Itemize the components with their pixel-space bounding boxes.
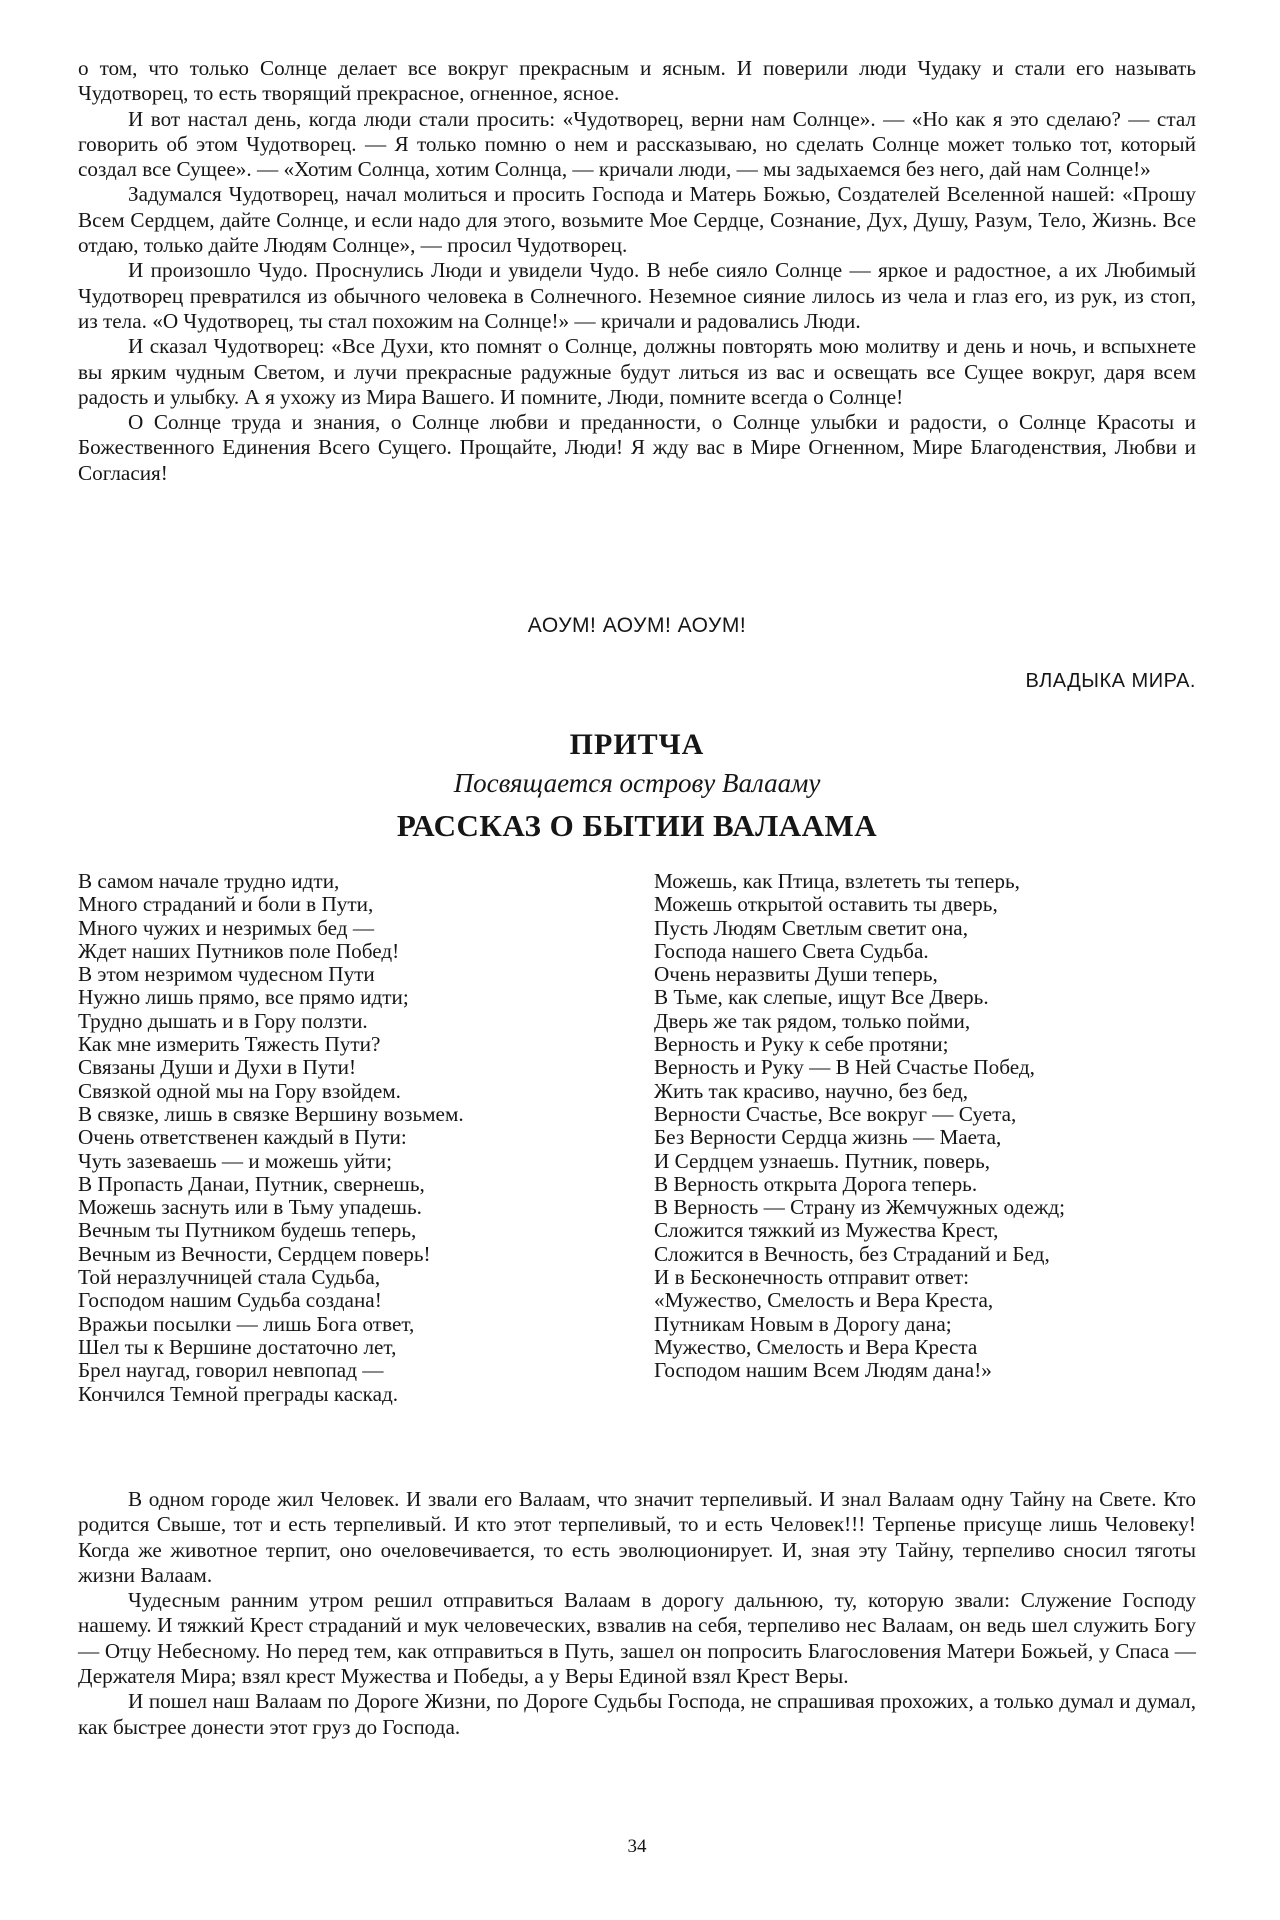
poem-line: Жить так красиво, научно, без бед, [654, 1078, 969, 1103]
paragraph: Чудесным ранним утром решил отправиться Валаам в дорогу дальнюю, ту, которую звали: Служение Господу нашему. И тяжкий Крест страданий и мук человеческих, взвалив на себя, терпеливо нес Валаам, он ведь шел служить Богу — Отцу Небесному. Но перед тем, как отправиться в Путь, зашел он попросить Благословения Матери Божьей, у Спаса — Держателя Мира; взял крест Мужества и Победы, а у Веры Единой взял Крест Веры. [78, 1588, 1196, 1689]
paragraph: о том, что только Солнце делает все вокруг прекрасным и ясным. И поверили люди Чудаку и стали его называть Чудотворец, то есть творящий прекрасное, огненное, ясное. [78, 56, 1196, 106]
poem-line: Пусть Людям Светлым светит она, [654, 915, 969, 940]
poem-line: Много страданий и боли в Пути, [78, 892, 374, 917]
poem-line: Без Верности Сердца жизнь — Маета, [654, 1125, 1002, 1150]
poem-line: И Сердцем узнаешь. Путник, поверь, [654, 1148, 991, 1173]
poem-line: Господа нашего Света Судьба. [654, 938, 929, 963]
aoum-invocation: АОУМ! АОУМ! АОУМ! [527, 614, 747, 637]
poem-line: Трудно дышать и в Гору ползти. [78, 1008, 368, 1033]
paragraph: И пошел наш Валаам по Дороге Жизни, по Дороге Судьбы Господа, не спрашивая прохожих, а только думал и думал, как быстрее донести этот груз до Господа. [78, 1689, 1196, 1739]
poem-line: Можешь, как Птица, взлететь ты теперь, [654, 869, 1020, 893]
paragraph: О Солнце труда и знания, о Солнце любви и преданности, о Солнце улыбки и радости, о Солнце Красоты и Божественного Единения Всего Сущего. Прощайте, Люди! Я жду вас в Мире Огненном, Мире Благоденствия, Любви и Согласия! [78, 410, 1196, 485]
poem-right-column [654, 870, 1065, 1383]
poem-line: Господом нашим Судьба создана! [78, 1288, 382, 1313]
poem-line: Той неразлучницей стала Судьба, [78, 1265, 381, 1290]
poem-line: Путникам Новым в Дорогу дана; [654, 1311, 952, 1336]
poem-line: Верности Счастье, Все вокруг — Суета, [654, 1101, 1017, 1126]
paragraph: Задумался Чудотворец, начал молиться и просить Господа и Матерь Божью, Создателей Вселенной нашей: «Прошу Всем Сердцем, дайте Солнце, и если надо для этого, возьмите Мое Сердце, Сознание, Дух, Душу, Разум, Тело, Жизнь. Все отдаю, только дайте Людям Солнце», — просил Чудотворец. [78, 182, 1196, 258]
poem-line: Дверь же так рядом, только пойми, [654, 1008, 971, 1033]
poem-line: В Верность открыта Дорога теперь. [654, 1171, 978, 1196]
poem-line: Связкой одной мы на Гору взойдем. [78, 1078, 401, 1103]
poem-line: Можешь открытой оставить ты дверь, [654, 892, 998, 917]
signature: ВЛАДЫКА МИРА. [1025, 670, 1196, 692]
poem-line: Как мне измерить Тяжесть Пути? [78, 1032, 381, 1057]
poem-line: Вечным из Вечности, Сердцем поверь! [78, 1241, 431, 1266]
poem-line: Много чужих и незримых бед — [78, 915, 375, 940]
poem-line: Нужно лишь прямо, все прямо идти; [78, 985, 409, 1010]
poem-line: «Мужество, Смелость и Вера Креста, [654, 1288, 994, 1313]
poem-line: Шел ты к Вершине достаточно лет, [78, 1334, 397, 1359]
paragraph: И сказал Чудотворец: «Все Духи, кто помнят о Солнце, должны повторять мою молитву и день и ночь, и вспыхнете вы ярким чудным Светом, и лучи прекрасные радужные будут литься из вас и освещать все Сущее вокруг, даря всем радость и улыбку. А я ухожу из Мира Вашего. И помните, Люди, помните всегда о Солнце! [78, 334, 1196, 409]
page-number: 34 [627, 1836, 647, 1857]
poem-line: В этом незримом чудесном Пути [78, 962, 375, 987]
poem-line: В связке, лишь в связке Вершину возьмем. [78, 1101, 464, 1126]
poem-line: Кончился Темной преграды каскад. [78, 1381, 399, 1406]
poem-line: Господом нашим Всем Людям дана!» [654, 1358, 992, 1383]
poem-line: В Тьме, как слепые, ищут Все Дверь. [654, 985, 989, 1010]
poem-line: Брел наугад, говорил невпопад — [78, 1358, 384, 1383]
bottom-prose [78, 1487, 1196, 1740]
poem-line: Верность и Руку — В Ней Счастье Побед, [654, 1055, 1035, 1080]
poem-line: Очень неразвиты Души теперь, [654, 962, 938, 987]
poem-line: В Верность — Страну из Жемчужных одежд; [654, 1195, 1065, 1220]
poem-line: Ждет наших Путников поле Побед! [78, 938, 400, 963]
poem-line: Мужество, Смелость и Вера Креста [654, 1334, 978, 1359]
paragraph: И вот настал день, когда люди стали просить: «Чудотворец, верни нам Солнце». — «Но как я это сделаю? — стал говорить об этом Чудотворец. — Я только помню о нем и рассказываю, но сделать Солнце может только тот, который создал все Сущее». — «Хотим Солнца, хотим Солнца, — кричали люди, — мы задыхаемся без него, дай нам Солнце!» [78, 106, 1196, 182]
story-title: РАССКАЗ О БЫТИИ ВАЛААМА [396, 808, 878, 843]
dedication: Посвящается острову Валааму [453, 768, 821, 798]
poem-left-column [78, 870, 464, 1406]
poem-line: Очень ответственен каждый в Пути: [78, 1125, 407, 1150]
poem-line: Сложится тяжкий из Мужества Крест, [654, 1218, 999, 1243]
poem-line: Чуть зазеваешь — и можешь уйти; [78, 1148, 392, 1173]
parable-title: ПРИТЧА [569, 728, 705, 761]
poem-line: И в Бесконечность отправит ответ: [654, 1265, 969, 1290]
paragraph: В одном городе жил Человек. И звали его Валаам, что значит терпеливый. И знал Валаам одну Тайну на Свете. Кто родится Свыше, тот и есть терпеливый. И кто этот терпеливый, то и есть Человек!!! Терпенье присуще лишь Человеку! Когда же животное терпит, оно очеловечивается, то есть эволюционирует. И, зная эту Тайну, терпеливо сносил тяготы жизни Валаам. [78, 1487, 1196, 1587]
top-prose [78, 56, 1196, 486]
poem-line: Сложится в Вечность, без Страданий и Бед, [654, 1241, 1050, 1266]
poem-line: Верность и Руку к себе протяни; [654, 1032, 949, 1057]
paragraph: И произошло Чудо. Проснулись Люди и увидели Чудо. В небе сияло Солнце — яркое и радостное, а их Любимый Чудотворец превратился из обычного человека в Солнечного. Неземное сияние лилось из чела и глаз его, из рук, из стоп, из тела. «О Чудотворец, ты стал похожим на Солнце!» — кричали и радовались Люди. [78, 258, 1196, 333]
poem-line: Можешь заснуть или в Тьму упадешь. [78, 1195, 422, 1220]
poem-line: Связаны Души и Духи в Пути! [78, 1055, 357, 1080]
poem-line: Вражьи посылки — лишь Бога ответ, [78, 1311, 415, 1336]
poem-line: В Пропасть Данаи, Путник, свернешь, [78, 1171, 425, 1196]
poem-line: Вечным ты Путником будешь теперь, [78, 1218, 417, 1243]
poem-line: В самом начале трудно идти, [78, 869, 340, 893]
